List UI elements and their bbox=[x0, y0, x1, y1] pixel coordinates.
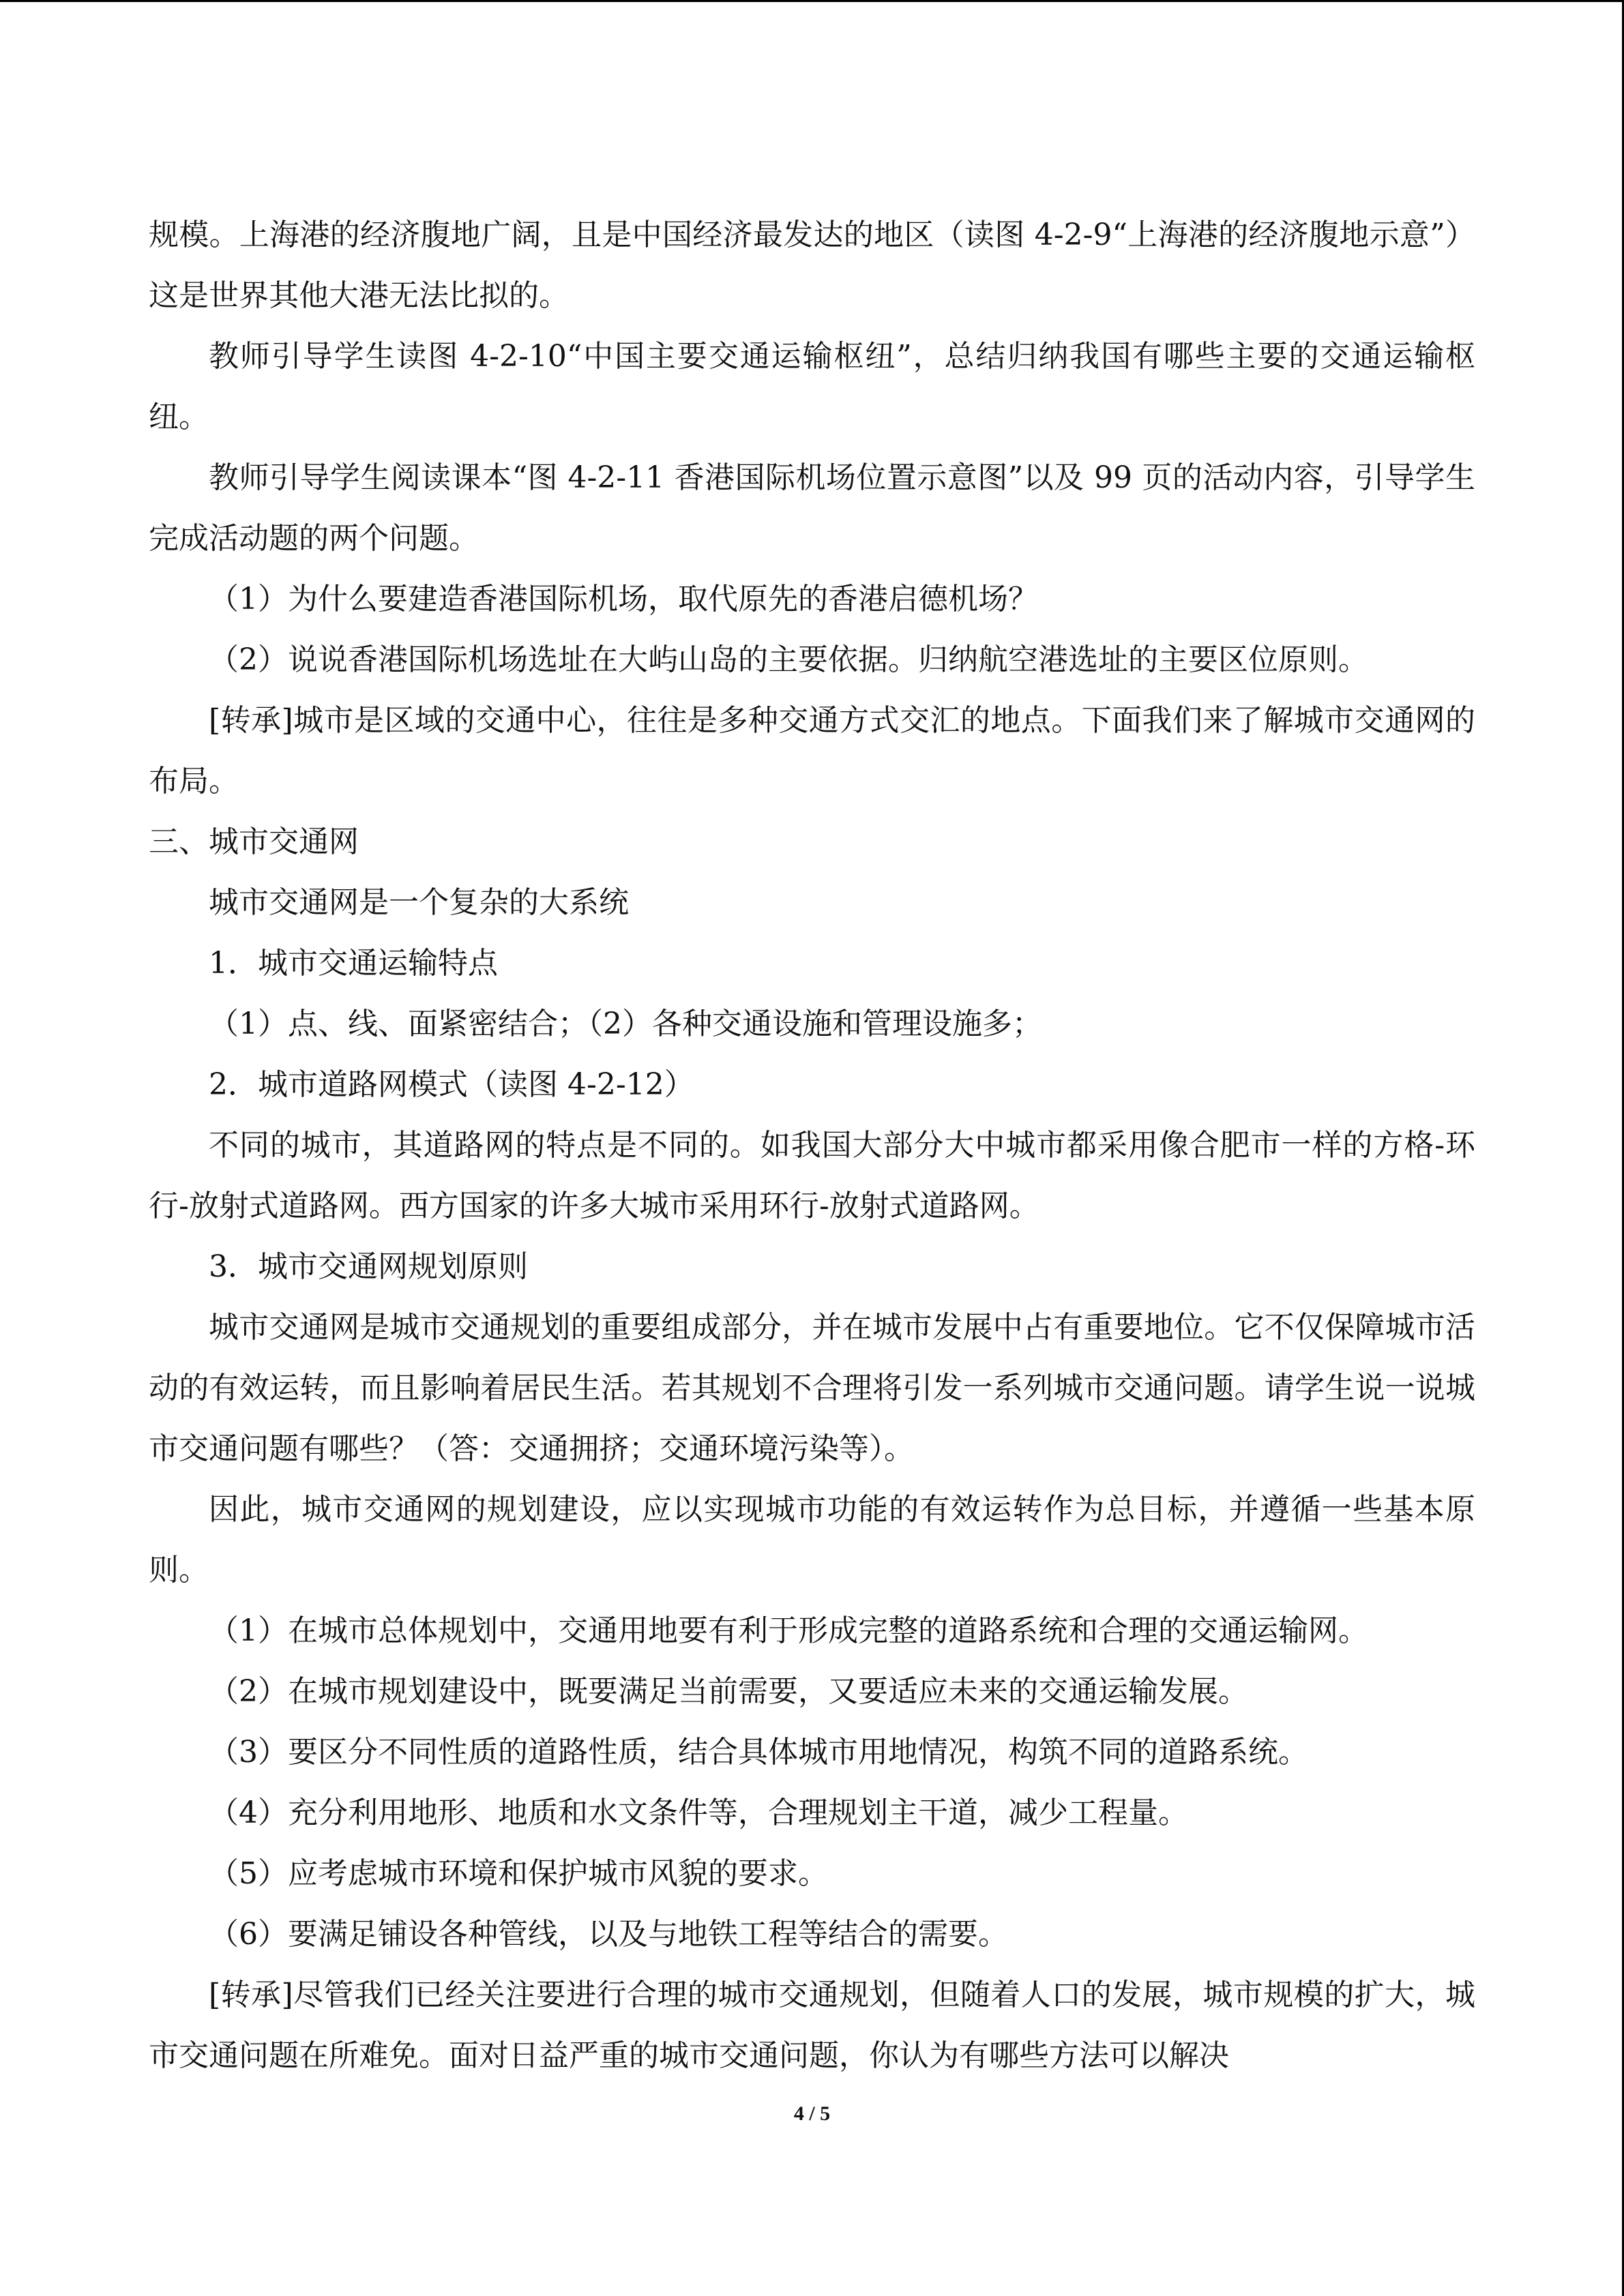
paragraph-planning-goal: 因此，城市交通网的规划建设，应以实现城市功能的有效运转作为总目标，并遵循一些基本原则。 bbox=[149, 1492, 1475, 1587]
paragraph-transition-city-network: [转承]城市是区域的交通中心，往往是多种交通方式交汇的地点。下面我们来了解城市交通网的布局。 bbox=[149, 703, 1475, 799]
page-top-border bbox=[0, 0, 1624, 2]
document-body bbox=[149, 205, 1475, 2086]
principle-3: （3）要区分不同性质的道路性质，结合具体城市用地情况，构筑不同的道路系统。 bbox=[209, 1735, 1308, 1770]
subheading-road-network-patterns: 2．城市道路网模式（读图 4-2-12） bbox=[209, 1067, 694, 1102]
question-2: （2）说说香港国际机场选址在大屿山岛的主要依据。归纳航空港选址的主要区位原则。 bbox=[209, 642, 1368, 677]
paragraph-hk-airport-activity: 教师引导学生阅读课本“图 4-2-11 香港国际机场位置示意图”以及 99 页的活动内容，引导学生完成活动题的两个问题。 bbox=[149, 460, 1475, 556]
subheading-transport-features: 1．城市交通运输特点 bbox=[209, 946, 498, 981]
paragraph-planning-importance: 城市交通网是城市交通规划的重要组成部分，并在城市发展中占有重要地位。它不仅保障城市活动的有效运转，而且影响着居民生活。若其规划不合理将引发一系列城市交通问题。请学生说一说城市交通问题有哪些？（答：交通拥挤；交通环境污染等）。 bbox=[149, 1310, 1475, 1466]
principle-1: （1）在城市总体规划中，交通用地要有利于形成完整的道路系统和合理的交通运输网。 bbox=[209, 1613, 1368, 1648]
paragraph-road-network-examples: 不同的城市，其道路网的特点是不同的。如我国大部分大中城市都采用像合肥市一样的方格-环行-放射式道路网。西方国家的许多大城市采用环行-放射式道路网。 bbox=[149, 1128, 1475, 1223]
principle-5: （5）应考虑城市环境和保护城市风貌的要求。 bbox=[209, 1856, 828, 1891]
paragraph-features-list: （1）点、线、面紧密结合；（2）各种交通设施和管理设施多； bbox=[209, 1007, 1042, 1041]
paragraph-transport-hubs: 教师引导学生读图 4-2-10“中国主要交通运输枢纽”，总结归纳我国有哪些主要的交通运输枢纽。 bbox=[149, 339, 1475, 434]
paragraph-shanghai-port-hinterland: 规模。上海港的经济腹地广阔，且是中国经济最发达的地区（读图 4-2-9“上海港的经济腹地示意”）这是世界其他大港无法比拟的。 bbox=[149, 218, 1475, 313]
subheading-planning-principles: 3．城市交通网规划原则 bbox=[209, 1249, 528, 1284]
principle-4: （4）充分利用地形、地质和水文条件等，合理规划主干道，减少工程量。 bbox=[209, 1795, 1188, 1830]
question-1: （1）为什么要建造香港国际机场，取代原先的香港启德机场？ bbox=[209, 582, 1038, 616]
principle-6: （6）要满足铺设各种管线，以及与地铁工程等结合的需要。 bbox=[209, 1917, 1008, 1952]
principle-2: （2）在城市规划建设中，既要满足当前需要，又要适应未来的交通运输发展。 bbox=[209, 1674, 1248, 1709]
paragraph-transition-traffic-problems: [转承]尽管我们已经关注要进行合理的城市交通规划，但随着人口的发展，城市规模的扩大，城市交通问题在所难免。面对日益严重的城市交通问题，你认为有哪些方法可以解决 bbox=[149, 1978, 1475, 2073]
paragraph-complex-system: 城市交通网是一个复杂的大系统 bbox=[209, 885, 629, 920]
section-heading-city-transport-network: 三、城市交通网 bbox=[149, 824, 359, 859]
page-number: 4 / 5 bbox=[793, 2102, 831, 2125]
